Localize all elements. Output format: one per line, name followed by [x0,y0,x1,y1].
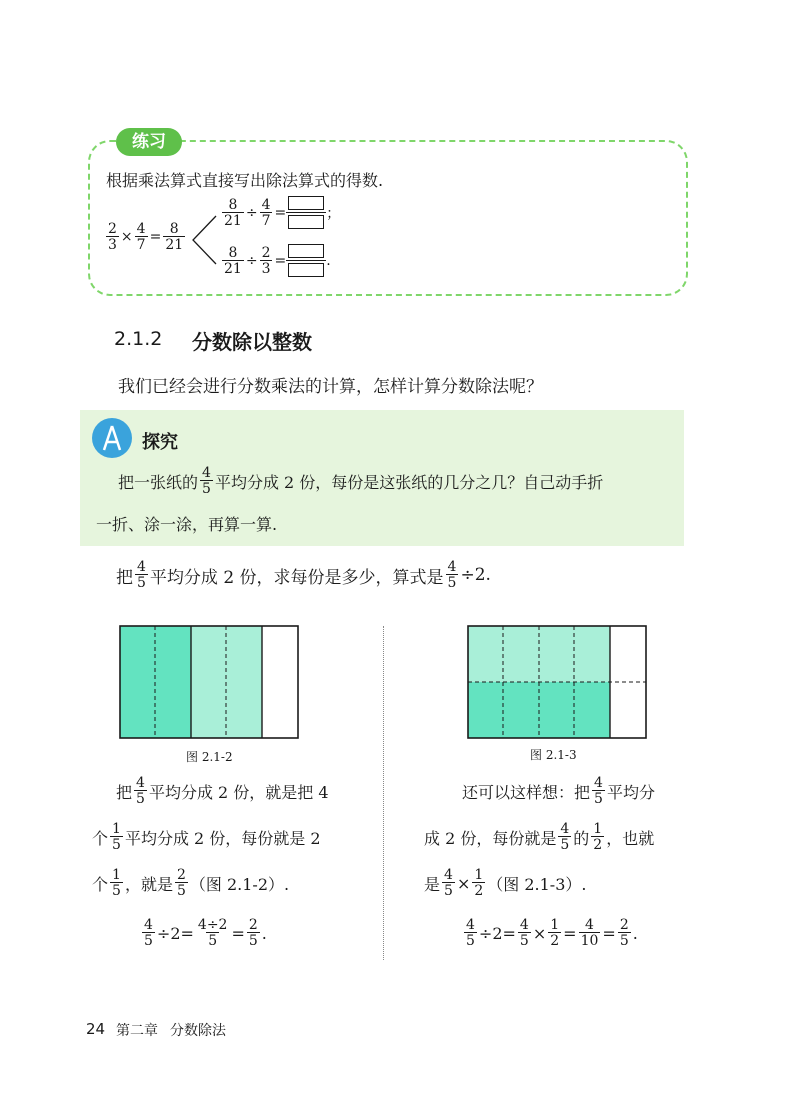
left-line-2: 个 $\frac{1}{5}$ 平均分成 2 份，每份就是 2 [92,821,321,853]
answer-box-2[interactable] [286,244,326,277]
exercise-tab: 练习 [116,128,182,156]
section-number: 2.1.2 [114,328,163,350]
given-equation: $\frac{2}{3}$ × $\frac{4}{7}$ = $\frac{8}{21}$ [108,221,184,253]
figure-2-1-2 [118,624,300,740]
compass-icon [92,418,132,458]
explore-line-1: 把一张纸的 $\frac{4}{5}$ 平均分成 2 份，每份是这张纸的几分之几？自己动手折 [118,465,604,497]
left-line-3: 个 $\frac{1}{5}$ ，就是 $\frac{2}{5}$ （图 2.1-2）. [92,867,290,899]
exercise-box [88,140,688,296]
exercise-question-2: $\frac{8}{21}$ ÷ $\frac{2}{3}$ = . [224,244,331,277]
intro-text: 我们已经会进行分数乘法的计算，怎样计算分数除法呢？ [118,377,543,397]
answer-box-1[interactable] [286,196,326,229]
right-line-1: 还可以这样想：把 $\frac{4}{5}$ 平均分 [462,775,655,807]
right-line-3: 是 $\frac{4}{5}$ × $\frac{1}{2}$ （图 2.1-3）. [424,867,587,899]
left-line-1: 把 $\frac{4}{5}$ 平均分成 2 份，就是把 4 [116,775,329,807]
right-line-2: 成 2 份，每份就是 $\frac{4}{5}$ 的 $\frac{1}{2}$ ，也就 [424,821,655,853]
explore-title: 探究 [142,432,178,453]
caption-2-1-2: 图 2.1-2 [186,750,233,764]
page-number: 24 [86,1020,106,1038]
exercise-question-1: $\frac{8}{21}$ ÷ $\frac{4}{7}$ = ； [224,196,341,229]
figure-2-1-3 [466,624,648,740]
left-equation: $\frac{4}{5}$ ÷2= $\frac{4\div 2}{5}$ = $\frac{2}{5}$ . [144,917,267,949]
branch-bracket [190,212,218,268]
explore-line-2: 一折、涂一涂，再算一算. [96,515,278,534]
column-divider [383,626,384,960]
right-equation: $\frac{4}{5}$ ÷2= $\frac{4}{5}$ × $\frac{1}{2}$ = $\frac{4}{10}$ = $\frac{2}{5}$ . [466,917,638,949]
footer-chapter-title: 分数除法 [170,1023,226,1039]
caption-2-1-3: 图 2.1-3 [530,748,577,762]
exercise-instruction: 根据乘法算式直接写出除法算式的得数. [106,171,384,190]
section-title: 分数除以整数 [192,330,312,354]
footer-chapter: 第二章 [116,1023,158,1039]
statement: 把 $\frac{4}{5}$ 平均分成 2 份，求每份是多少，算式是 $\frac{4}{5}$ ÷2. [116,559,491,591]
